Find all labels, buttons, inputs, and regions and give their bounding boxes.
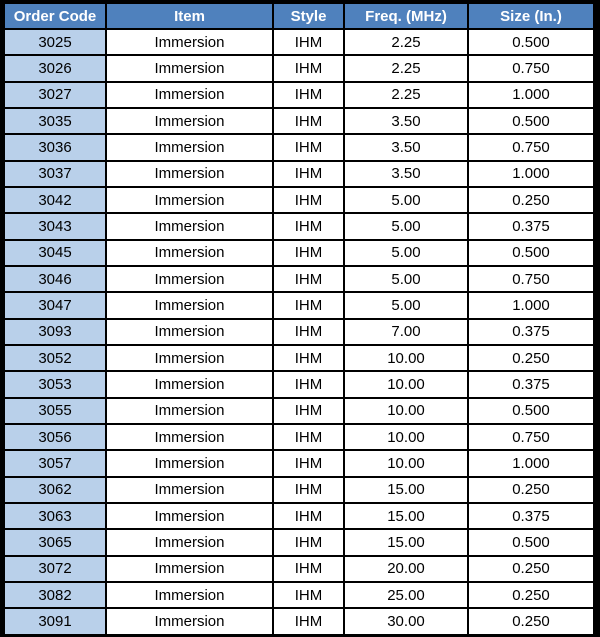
order-code-cell: 3036 xyxy=(5,135,105,159)
size-cell: 0.250 xyxy=(469,557,593,581)
order-code-cell: 3065 xyxy=(5,530,105,554)
table-row xyxy=(5,320,593,344)
table-row xyxy=(5,293,593,317)
frequency-cell: 5.00 xyxy=(345,241,467,265)
frequency-cell: 3.50 xyxy=(345,109,467,133)
frequency-cell: 10.00 xyxy=(345,399,467,423)
style-cell: IHM xyxy=(274,241,343,265)
table-row xyxy=(5,478,593,502)
table-row xyxy=(5,372,593,396)
item-cell: Immersion xyxy=(107,530,272,554)
item-cell: Immersion xyxy=(107,478,272,502)
frequency-cell: 15.00 xyxy=(345,478,467,502)
table-row xyxy=(5,425,593,449)
style-cell: IHM xyxy=(274,56,343,80)
item-cell: Immersion xyxy=(107,56,272,80)
item-cell: Immersion xyxy=(107,135,272,159)
style-cell: IHM xyxy=(274,267,343,291)
size-cell: 0.500 xyxy=(469,109,593,133)
frequency-cell: 2.25 xyxy=(345,30,467,54)
table-row xyxy=(5,56,593,80)
table-row xyxy=(5,557,593,581)
order-code-cell: 3062 xyxy=(5,478,105,502)
size-cell: 0.500 xyxy=(469,241,593,265)
header-row xyxy=(5,4,593,28)
style-cell: IHM xyxy=(274,346,343,370)
item-cell: Immersion xyxy=(107,372,272,396)
item-cell: Immersion xyxy=(107,609,272,633)
product-table xyxy=(3,2,595,636)
table-row xyxy=(5,399,593,423)
item-cell: Immersion xyxy=(107,188,272,212)
item-cell: Immersion xyxy=(107,346,272,370)
size-cell: 0.250 xyxy=(469,609,593,633)
size-cell: 1.000 xyxy=(469,162,593,186)
table-row xyxy=(5,241,593,265)
table-row xyxy=(5,188,593,212)
style-cell: IHM xyxy=(274,30,343,54)
size-cell: 0.500 xyxy=(469,30,593,54)
item-cell: Immersion xyxy=(107,293,272,317)
style-cell: IHM xyxy=(274,425,343,449)
frequency-cell: 15.00 xyxy=(345,504,467,528)
header-size: Size (In.) xyxy=(469,4,593,28)
table-row xyxy=(5,267,593,291)
frequency-cell: 3.50 xyxy=(345,135,467,159)
style-cell: IHM xyxy=(274,504,343,528)
style-cell: IHM xyxy=(274,83,343,107)
frequency-cell: 3.50 xyxy=(345,162,467,186)
frequency-cell: 10.00 xyxy=(345,372,467,396)
frequency-cell: 10.00 xyxy=(345,346,467,370)
header-order-code: Order Code xyxy=(5,4,105,28)
frequency-cell: 2.25 xyxy=(345,83,467,107)
size-cell: 1.000 xyxy=(469,451,593,475)
table-row xyxy=(5,135,593,159)
order-code-cell: 3056 xyxy=(5,425,105,449)
order-code-cell: 3046 xyxy=(5,267,105,291)
header-item: Item xyxy=(107,4,272,28)
order-code-cell: 3063 xyxy=(5,504,105,528)
size-cell: 0.250 xyxy=(469,583,593,607)
order-code-cell: 3026 xyxy=(5,56,105,80)
frequency-cell: 10.00 xyxy=(345,425,467,449)
item-cell: Immersion xyxy=(107,425,272,449)
item-cell: Immersion xyxy=(107,109,272,133)
frequency-cell: 2.25 xyxy=(345,56,467,80)
style-cell: IHM xyxy=(274,530,343,554)
order-code-cell: 3037 xyxy=(5,162,105,186)
table-body xyxy=(5,30,593,634)
style-cell: IHM xyxy=(274,293,343,317)
style-cell: IHM xyxy=(274,609,343,633)
item-cell: Immersion xyxy=(107,320,272,344)
size-cell: 0.250 xyxy=(469,188,593,212)
table-row xyxy=(5,530,593,554)
order-code-cell: 3082 xyxy=(5,583,105,607)
order-code-cell: 3025 xyxy=(5,30,105,54)
table-row xyxy=(5,451,593,475)
frequency-cell: 10.00 xyxy=(345,451,467,475)
size-cell: 0.750 xyxy=(469,425,593,449)
order-code-cell: 3042 xyxy=(5,188,105,212)
frequency-cell: 20.00 xyxy=(345,557,467,581)
table-row xyxy=(5,162,593,186)
header-style: Style xyxy=(274,4,343,28)
style-cell: IHM xyxy=(274,399,343,423)
size-cell: 0.375 xyxy=(469,214,593,238)
table-row xyxy=(5,83,593,107)
size-cell: 1.000 xyxy=(469,293,593,317)
item-cell: Immersion xyxy=(107,504,272,528)
item-cell: Immersion xyxy=(107,30,272,54)
style-cell: IHM xyxy=(274,583,343,607)
size-cell: 0.750 xyxy=(469,56,593,80)
order-code-cell: 3035 xyxy=(5,109,105,133)
table-row xyxy=(5,346,593,370)
frequency-cell: 30.00 xyxy=(345,609,467,633)
style-cell: IHM xyxy=(274,557,343,581)
order-code-cell: 3047 xyxy=(5,293,105,317)
table-row xyxy=(5,109,593,133)
table-row xyxy=(5,504,593,528)
table-row xyxy=(5,214,593,238)
size-cell: 1.000 xyxy=(469,83,593,107)
order-code-cell: 3055 xyxy=(5,399,105,423)
item-cell: Immersion xyxy=(107,583,272,607)
frequency-cell: 5.00 xyxy=(345,267,467,291)
size-cell: 0.250 xyxy=(469,478,593,502)
order-code-cell: 3045 xyxy=(5,241,105,265)
item-cell: Immersion xyxy=(107,557,272,581)
size-cell: 0.500 xyxy=(469,399,593,423)
frequency-cell: 5.00 xyxy=(345,188,467,212)
style-cell: IHM xyxy=(274,214,343,238)
item-cell: Immersion xyxy=(107,162,272,186)
order-code-cell: 3072 xyxy=(5,557,105,581)
frequency-cell: 25.00 xyxy=(345,583,467,607)
size-cell: 0.500 xyxy=(469,530,593,554)
size-cell: 0.750 xyxy=(469,267,593,291)
style-cell: IHM xyxy=(274,451,343,475)
size-cell: 0.250 xyxy=(469,346,593,370)
frequency-cell: 7.00 xyxy=(345,320,467,344)
item-cell: Immersion xyxy=(107,399,272,423)
header-frequency: Freq. (MHz) xyxy=(345,4,467,28)
style-cell: IHM xyxy=(274,372,343,396)
frequency-cell: 5.00 xyxy=(345,293,467,317)
style-cell: IHM xyxy=(274,320,343,344)
order-code-cell: 3027 xyxy=(5,83,105,107)
item-cell: Immersion xyxy=(107,83,272,107)
table-row xyxy=(5,30,593,54)
order-code-cell: 3043 xyxy=(5,214,105,238)
item-cell: Immersion xyxy=(107,241,272,265)
table-row xyxy=(5,609,593,633)
table-row xyxy=(5,583,593,607)
item-cell: Immersion xyxy=(107,214,272,238)
order-code-cell: 3091 xyxy=(5,609,105,633)
style-cell: IHM xyxy=(274,109,343,133)
style-cell: IHM xyxy=(274,478,343,502)
frequency-cell: 5.00 xyxy=(345,214,467,238)
frequency-cell: 15.00 xyxy=(345,530,467,554)
size-cell: 0.375 xyxy=(469,320,593,344)
order-code-cell: 3052 xyxy=(5,346,105,370)
size-cell: 0.750 xyxy=(469,135,593,159)
item-cell: Immersion xyxy=(107,267,272,291)
style-cell: IHM xyxy=(274,188,343,212)
size-cell: 0.375 xyxy=(469,504,593,528)
size-cell: 0.375 xyxy=(469,372,593,396)
order-code-cell: 3053 xyxy=(5,372,105,396)
order-code-cell: 3093 xyxy=(5,320,105,344)
order-code-cell: 3057 xyxy=(5,451,105,475)
style-cell: IHM xyxy=(274,162,343,186)
item-cell: Immersion xyxy=(107,451,272,475)
style-cell: IHM xyxy=(274,135,343,159)
